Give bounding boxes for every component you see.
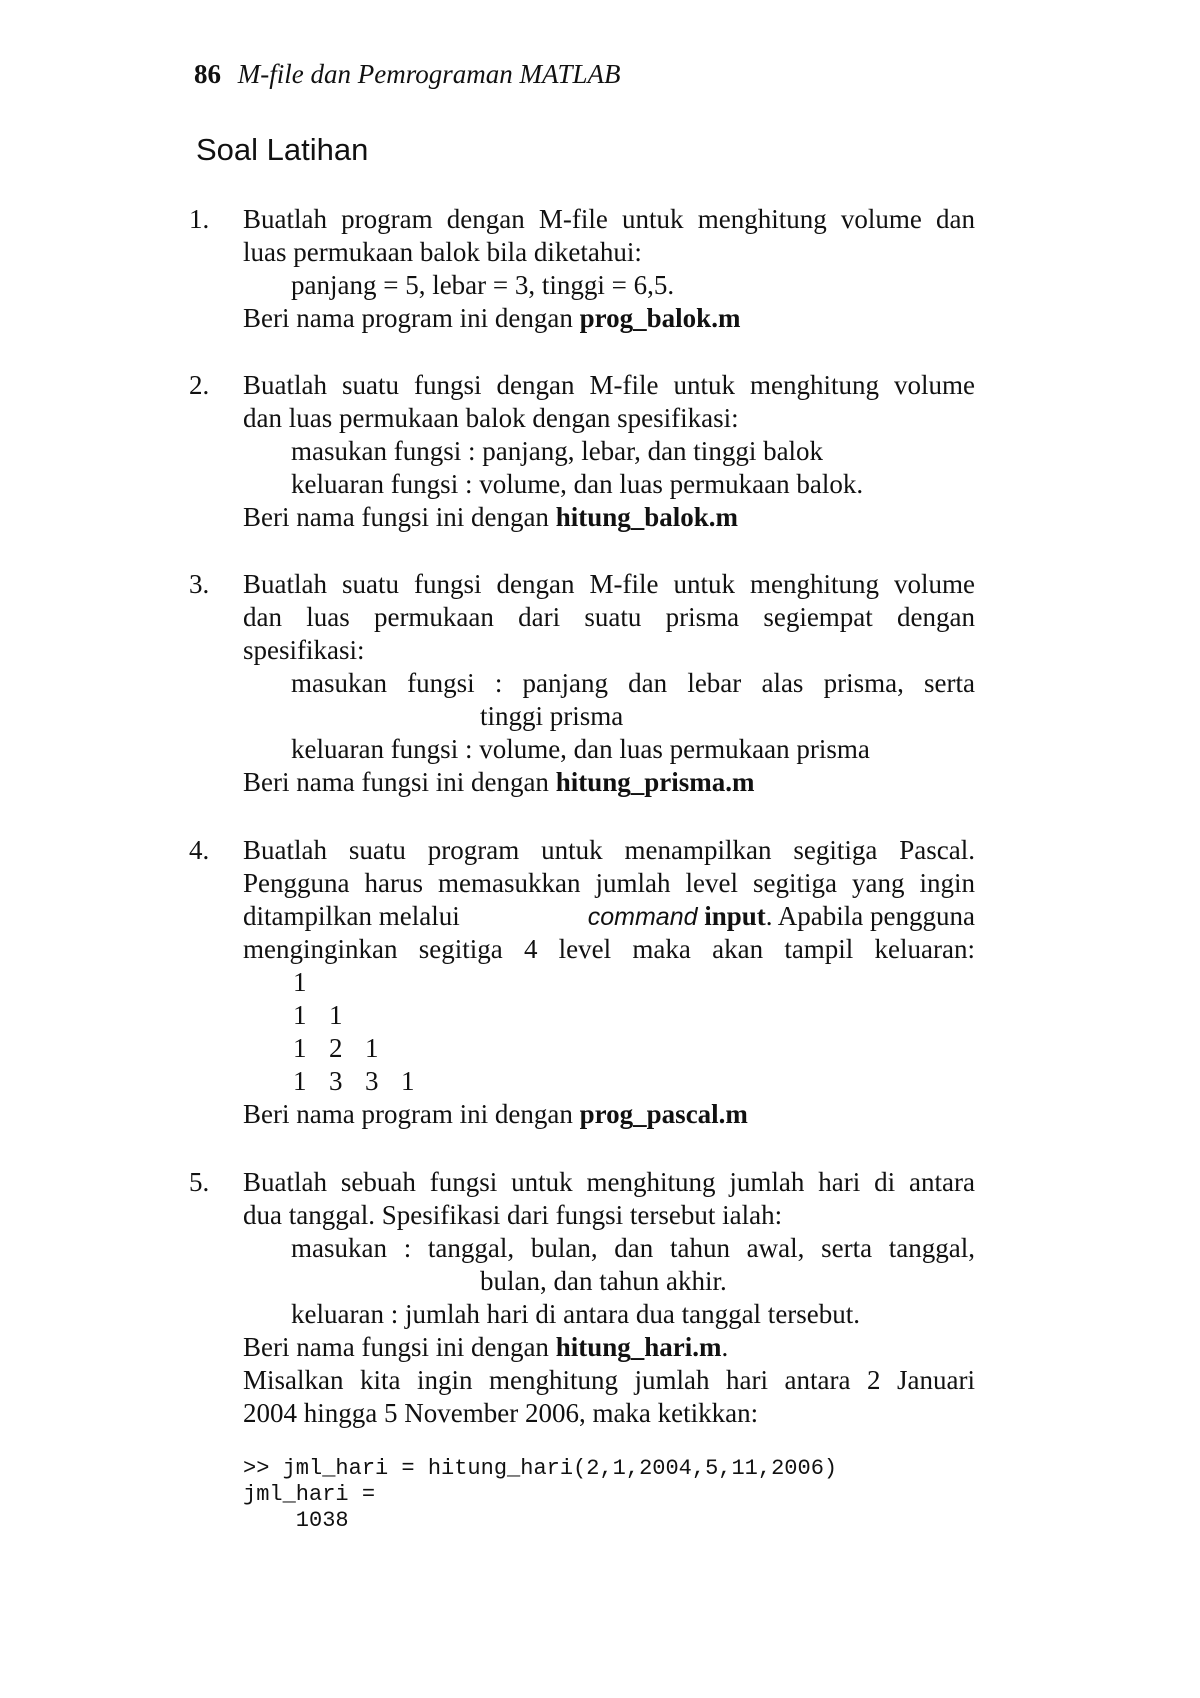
pascal-value: 2 [329, 1033, 343, 1063]
exercise-text-line: Pengguna harus memasukkan jumlah level segitiga yang ingin [243, 868, 975, 898]
pascal-value: 3 [365, 1066, 379, 1096]
pascal-row [293, 966, 329, 999]
filename: prog_pascal.m [579, 1099, 748, 1129]
input-keyword: input [704, 901, 766, 931]
exercise-output-spec: keluaran fungsi : volume, dan luas permukaan balok. [291, 469, 864, 499]
code-line: >> jml_hari = hitung_hari(2,1,2004,5,11,2006) [243, 1456, 838, 1481]
pascal-value: 1 [293, 1033, 307, 1063]
exercise-text-line [243, 900, 975, 934]
filename-prefix: Beri nama program ini dengan [243, 1099, 580, 1129]
exercise-input-spec: masukan fungsi : panjang, lebar, dan tinggi balok [291, 436, 824, 466]
exercise-text-line: spesifikasi: [243, 635, 365, 665]
pascal-row [293, 999, 365, 1032]
filename-prefix: Beri nama program ini dengan [243, 303, 580, 333]
section-title: Soal Latihan [196, 132, 369, 167]
filename: hitung_prisma.m [555, 767, 755, 797]
exercise-text-line: Buatlah suatu program untuk menampilkan segitiga Pascal. [243, 835, 975, 865]
filename: hitung_balok.m [555, 502, 739, 532]
exercise-filename-line [243, 1331, 728, 1364]
filename: hitung_hari.m [555, 1332, 722, 1362]
filename-prefix: Beri nama fungsi ini dengan [243, 767, 556, 797]
filename-prefix: Beri nama fungsi ini dengan [243, 1332, 556, 1362]
filename: prog_balok.m [579, 303, 741, 333]
text-segment: . Apabila pengguna [765, 901, 975, 931]
pascal-row [293, 1065, 437, 1098]
exercise-number: 3. [189, 569, 210, 599]
filename-prefix: Beri nama fungsi ini dengan [243, 502, 556, 532]
exercise-text-line: 2004 hingga 5 November 2006, maka ketikkan: [243, 1398, 759, 1428]
text-segment: . [721, 1332, 729, 1362]
exercise-given-values: panjang = 5, lebar = 3, tinggi = 6,5. [291, 270, 675, 300]
exercise-text-line: Buatlah suatu fungsi dengan M-file untuk menghitung volume [243, 370, 975, 400]
exercise-input-spec: masukan fungsi : panjang dan lebar alas prisma, serta [291, 668, 975, 698]
page-number: 86 [194, 59, 221, 89]
exercise-text-line: Misalkan kita ingin menghitung jumlah hari antara 2 Januari [243, 1365, 975, 1395]
pascal-value: 1 [329, 1000, 343, 1030]
exercise-output-spec: keluaran : jumlah hari di antara dua tanggal tersebut. [291, 1299, 861, 1329]
exercise-number: 4. [189, 835, 210, 865]
pascal-value: 1 [293, 1066, 307, 1096]
pascal-value: 1 [365, 1033, 379, 1063]
code-line: 1038 [243, 1508, 349, 1533]
command-term: command [587, 903, 698, 931]
running-title: M-file dan Pemrograman MATLAB [237, 59, 621, 89]
exercise-filename-line [243, 302, 740, 335]
exercise-output-spec: keluaran fungsi : volume, dan luas permukaan prisma [291, 734, 870, 764]
exercise-filename-line [243, 1098, 748, 1131]
exercise-input-spec-cont: tinggi prisma [480, 701, 624, 731]
pascal-value: 3 [329, 1066, 343, 1096]
exercise-text-line: Buatlah program dengan M-file untuk menghitung volume dan [243, 204, 975, 234]
exercise-filename-line [243, 766, 754, 799]
exercise-text-line: dua tanggal. Spesifikasi dari fungsi tersebut ialah: [243, 1200, 783, 1230]
pascal-row [293, 1032, 401, 1065]
pascal-value: 1 [293, 1000, 307, 1030]
exercise-text-line: menginginkan segitiga 4 level maka akan tampil keluaran: [243, 934, 975, 964]
pascal-value: 1 [401, 1066, 415, 1096]
exercise-number: 5. [189, 1167, 210, 1197]
exercise-number: 2. [189, 370, 210, 400]
exercise-text-line: luas permukaan balok bila diketahui: [243, 237, 642, 267]
code-line: jml_hari = [243, 1482, 376, 1507]
exercise-number: 1. [189, 204, 210, 234]
exercise-text-line: Buatlah suatu fungsi dengan M-file untuk menghitung volume [243, 569, 975, 599]
exercise-input-spec: masukan : tanggal, bulan, dan tahun awal, serta tanggal, [291, 1233, 975, 1263]
text-segment: ditampilkan melalui [243, 901, 460, 931]
running-header [194, 54, 620, 94]
pascal-value: 1 [293, 967, 307, 997]
exercise-filename-line [243, 501, 738, 534]
exercise-text-line: Buatlah sebuah fungsi untuk menghitung jumlah hari di antara [243, 1167, 975, 1197]
exercise-input-spec-cont: bulan, dan tahun akhir. [480, 1266, 727, 1296]
exercise-text-line: dan luas permukaan balok dengan spesifikasi: [243, 403, 739, 433]
exercise-text-line: dan luas permukaan dari suatu prisma segiempat dengan [243, 602, 975, 632]
